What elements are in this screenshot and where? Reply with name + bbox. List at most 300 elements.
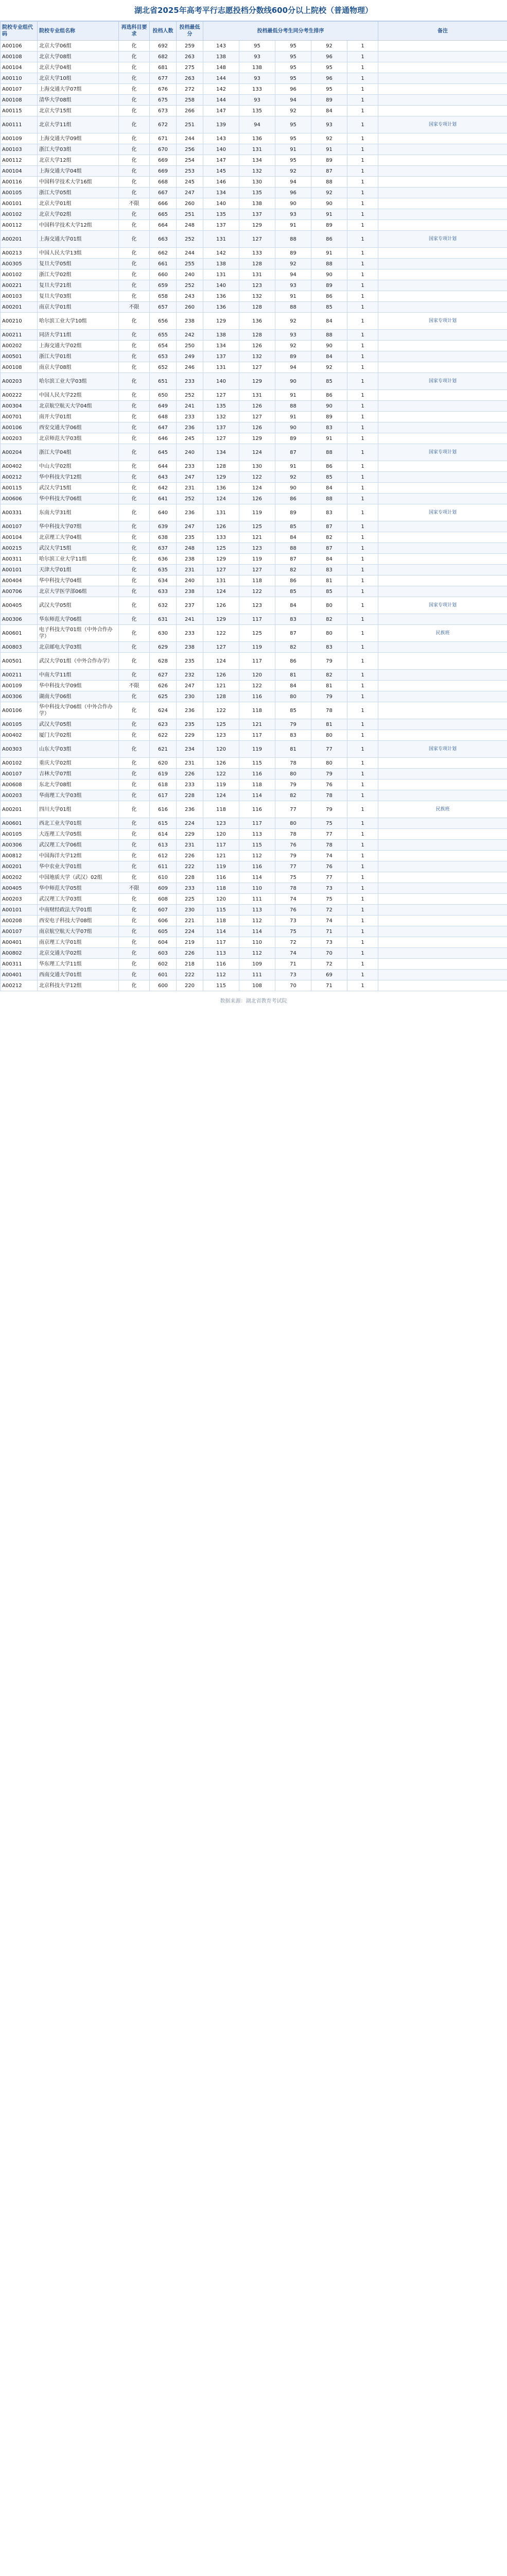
- cell-name: 南京理工大学01组: [38, 937, 119, 948]
- cell-t1: 134: [203, 188, 239, 198]
- table-row: [1, 730, 507, 741]
- table-row: [1, 681, 507, 691]
- cell-note: [378, 52, 507, 62]
- cell-count: 622: [150, 730, 177, 741]
- cell-code: A00106: [1, 41, 38, 52]
- cell-t4: 92: [311, 362, 347, 373]
- cell-note: [378, 483, 507, 494]
- cell-t3: 72: [275, 937, 311, 948]
- cell-count: 647: [150, 422, 177, 433]
- cell-name: 北京航空航天大学04组: [38, 401, 119, 412]
- cell-req: 化: [119, 691, 150, 702]
- cell-code: A00213: [1, 248, 38, 259]
- cell-t1: 126: [203, 758, 239, 769]
- cell-t1: 146: [203, 177, 239, 188]
- cell-score: 233: [177, 779, 203, 790]
- cell-t5: 1: [347, 691, 378, 702]
- cell-score: 231: [177, 758, 203, 769]
- cell-note: [378, 269, 507, 280]
- table-row: [1, 670, 507, 681]
- table-row: [1, 719, 507, 730]
- cell-t1: 144: [203, 73, 239, 84]
- cell-score: 224: [177, 818, 203, 829]
- cell-name: 北京大学12组: [38, 155, 119, 166]
- cell-t5: 1: [347, 248, 378, 259]
- cell-t5: 1: [347, 155, 378, 166]
- cell-t4: 90: [311, 401, 347, 412]
- cell-t3: 90: [275, 373, 311, 390]
- cell-t5: 1: [347, 861, 378, 872]
- cell-t4: 83: [311, 642, 347, 653]
- cell-score: 236: [177, 702, 203, 719]
- cell-req: 化: [119, 41, 150, 52]
- cell-t1: 127: [203, 565, 239, 575]
- cell-t4: 72: [311, 905, 347, 916]
- cell-t1: 147: [203, 155, 239, 166]
- cell-req: 化: [119, 779, 150, 790]
- cell-note: [378, 166, 507, 177]
- cell-t1: 127: [203, 642, 239, 653]
- table-row: [1, 390, 507, 401]
- cell-name: 中国科学技术大学16组: [38, 177, 119, 188]
- cell-t1: 116: [203, 872, 239, 883]
- cell-code: A00203: [1, 433, 38, 444]
- table-row: [1, 52, 507, 62]
- cell-count: 601: [150, 970, 177, 980]
- cell-t1: 126: [203, 597, 239, 614]
- cell-note: [378, 248, 507, 259]
- cell-t4: 83: [311, 504, 347, 521]
- cell-count: 649: [150, 401, 177, 412]
- cell-t1: 123: [203, 730, 239, 741]
- table-row: [1, 280, 507, 291]
- cell-note: [378, 433, 507, 444]
- cell-t3: 84: [275, 597, 311, 614]
- cell-req: 化: [119, 625, 150, 642]
- cell-t2: 123: [239, 543, 275, 554]
- cell-req: 化: [119, 373, 150, 390]
- cell-score: 245: [177, 177, 203, 188]
- cell-t3: 75: [275, 872, 311, 883]
- table-row: [1, 166, 507, 177]
- cell-name: 复旦大学21组: [38, 280, 119, 291]
- cell-t1: 118: [203, 801, 239, 818]
- cell-note: 国家专项计划: [378, 741, 507, 758]
- cell-t1: 136: [203, 302, 239, 313]
- cell-t5: 1: [347, 894, 378, 905]
- cell-t5: 1: [347, 970, 378, 980]
- cell-req: 化: [119, 801, 150, 818]
- cell-req: 化: [119, 730, 150, 741]
- cell-t3: 86: [275, 575, 311, 586]
- cell-t2: 126: [239, 401, 275, 412]
- cell-req: 化: [119, 790, 150, 801]
- cell-code: A00812: [1, 851, 38, 861]
- cell-t2: 132: [239, 351, 275, 362]
- cell-note: [378, 106, 507, 116]
- cell-code: A00201: [1, 861, 38, 872]
- cell-t5: 1: [347, 801, 378, 818]
- table-row: [1, 133, 507, 144]
- cell-req: 化: [119, 719, 150, 730]
- cell-t3: 93: [275, 209, 311, 220]
- cell-t5: 1: [347, 670, 378, 681]
- cell-t1: 121: [203, 681, 239, 691]
- table-row: [1, 401, 507, 412]
- cell-t3: 94: [275, 95, 311, 106]
- cell-req: 化: [119, 248, 150, 259]
- cell-name: 武汉大学05组: [38, 719, 119, 730]
- cell-score: 251: [177, 116, 203, 133]
- cell-t5: 1: [347, 521, 378, 532]
- cell-t1: 118: [203, 916, 239, 926]
- cell-t2: 120: [239, 670, 275, 681]
- table-row: [1, 586, 507, 597]
- cell-t1: 119: [203, 861, 239, 872]
- cell-count: 664: [150, 220, 177, 231]
- cell-t3: 95: [275, 73, 311, 84]
- cell-t1: 131: [203, 231, 239, 248]
- cell-score: 238: [177, 313, 203, 330]
- cell-name: 上海交通大学04组: [38, 166, 119, 177]
- table-row: [1, 575, 507, 586]
- cell-t5: 1: [347, 106, 378, 116]
- cell-count: 660: [150, 269, 177, 280]
- cell-t5: 1: [347, 166, 378, 177]
- cell-t1: 115: [203, 980, 239, 991]
- table-row: [1, 433, 507, 444]
- cell-name: 北京师范大学03组: [38, 433, 119, 444]
- cell-t3: 74: [275, 894, 311, 905]
- cell-t3: 90: [275, 422, 311, 433]
- table-row: [1, 291, 507, 302]
- cell-t5: 1: [347, 444, 378, 461]
- cell-note: [378, 73, 507, 84]
- cell-t5: 1: [347, 373, 378, 390]
- table-row: [1, 269, 507, 280]
- cell-req: 化: [119, 851, 150, 861]
- cell-t2: 127: [239, 362, 275, 373]
- table-row: [1, 916, 507, 926]
- cell-req: 化: [119, 565, 150, 575]
- cell-score: 252: [177, 231, 203, 248]
- cell-count: 651: [150, 373, 177, 390]
- cell-name: 中南财经政法大学01组: [38, 905, 119, 916]
- cell-t1: 143: [203, 133, 239, 144]
- cell-t2: 126: [239, 494, 275, 504]
- cell-count: 600: [150, 980, 177, 991]
- cell-score: 236: [177, 422, 203, 433]
- cell-t5: 1: [347, 422, 378, 433]
- table-row: [1, 779, 507, 790]
- cell-code: A00104: [1, 532, 38, 543]
- table-row: [1, 116, 507, 133]
- cell-t4: 69: [311, 970, 347, 980]
- admission-table: [0, 21, 507, 991]
- cell-score: 226: [177, 948, 203, 959]
- cell-code: A00202: [1, 341, 38, 351]
- cell-count: 658: [150, 291, 177, 302]
- table-row: [1, 313, 507, 330]
- cell-t2: 115: [239, 758, 275, 769]
- cell-score: 228: [177, 872, 203, 883]
- cell-t5: 1: [347, 73, 378, 84]
- cell-note: [378, 959, 507, 970]
- cell-code: A00306: [1, 614, 38, 625]
- cell-t5: 1: [347, 504, 378, 521]
- cell-t4: 81: [311, 681, 347, 691]
- cell-t1: 117: [203, 840, 239, 851]
- cell-score: 263: [177, 52, 203, 62]
- cell-code: A00103: [1, 144, 38, 155]
- cell-note: [378, 330, 507, 341]
- cell-code: A00110: [1, 73, 38, 84]
- table-row: [1, 614, 507, 625]
- cell-t4: 89: [311, 280, 347, 291]
- cell-score: 220: [177, 980, 203, 991]
- cell-t1: 126: [203, 670, 239, 681]
- cell-code: A00101: [1, 565, 38, 575]
- cell-t5: 1: [347, 625, 378, 642]
- cell-code: A00112: [1, 155, 38, 166]
- cell-count: 629: [150, 642, 177, 653]
- cell-t2: 131: [239, 390, 275, 401]
- cell-t4: 77: [311, 872, 347, 883]
- cell-name: 同济大学11组: [38, 330, 119, 341]
- cell-note: [378, 642, 507, 653]
- cell-t5: 1: [347, 269, 378, 280]
- cell-t4: 71: [311, 926, 347, 937]
- cell-t4: 91: [311, 209, 347, 220]
- cell-score: 219: [177, 937, 203, 948]
- cell-t4: 88: [311, 444, 347, 461]
- cell-score: 226: [177, 769, 203, 779]
- cell-t2: 122: [239, 586, 275, 597]
- table-row: [1, 198, 507, 209]
- cell-t4: 87: [311, 521, 347, 532]
- cell-t1: 139: [203, 116, 239, 133]
- cell-t3: 91: [275, 461, 311, 472]
- cell-note: [378, 829, 507, 840]
- cell-code: A00331: [1, 504, 38, 521]
- cell-code: A00311: [1, 959, 38, 970]
- cell-t2: 113: [239, 905, 275, 916]
- cell-name: 北京科技大学12组: [38, 980, 119, 991]
- cell-t1: 144: [203, 95, 239, 106]
- cell-req: 化: [119, 937, 150, 948]
- cell-t4: 88: [311, 494, 347, 504]
- cell-t5: 1: [347, 209, 378, 220]
- cell-score: 242: [177, 330, 203, 341]
- cell-score: 238: [177, 554, 203, 565]
- cell-count: 621: [150, 741, 177, 758]
- cell-name: 复旦大学05组: [38, 259, 119, 269]
- cell-t2: 125: [239, 521, 275, 532]
- cell-t5: 1: [347, 818, 378, 829]
- cell-count: 619: [150, 769, 177, 779]
- cell-name: 南京大学08组: [38, 362, 119, 373]
- table-row: [1, 840, 507, 851]
- cell-t2: 133: [239, 248, 275, 259]
- cell-t3: 92: [275, 166, 311, 177]
- cell-count: 671: [150, 133, 177, 144]
- cell-code: A00304: [1, 401, 38, 412]
- cell-code: A00606: [1, 494, 38, 504]
- cell-t3: 82: [275, 642, 311, 653]
- cell-name: 中南大学11组: [38, 670, 119, 681]
- cell-req: 化: [119, 818, 150, 829]
- cell-count: 627: [150, 670, 177, 681]
- header-req: 再选科目要求: [119, 22, 150, 41]
- cell-note: [378, 521, 507, 532]
- cell-t1: 138: [203, 259, 239, 269]
- cell-t4: 81: [311, 575, 347, 586]
- cell-t3: 92: [275, 313, 311, 330]
- cell-t1: 124: [203, 653, 239, 670]
- cell-name: 北京大学02组: [38, 209, 119, 220]
- table-row: [1, 461, 507, 472]
- cell-req: 化: [119, 959, 150, 970]
- cell-req: 化: [119, 52, 150, 62]
- cell-code: A00108: [1, 95, 38, 106]
- cell-t3: 85: [275, 586, 311, 597]
- cell-score: 241: [177, 614, 203, 625]
- cell-count: 645: [150, 444, 177, 461]
- cell-t3: 91: [275, 220, 311, 231]
- cell-t4: 91: [311, 433, 347, 444]
- cell-req: 化: [119, 702, 150, 719]
- cell-t1: 126: [203, 521, 239, 532]
- table-row: [1, 422, 507, 433]
- cell-score: 233: [177, 625, 203, 642]
- cell-t1: 133: [203, 532, 239, 543]
- cell-name: 哈尔滨工业大学10组: [38, 313, 119, 330]
- cell-t2: 119: [239, 642, 275, 653]
- cell-req: 化: [119, 401, 150, 412]
- cell-t4: 84: [311, 351, 347, 362]
- cell-t5: 1: [347, 198, 378, 209]
- cell-note: [378, 155, 507, 166]
- cell-t5: 1: [347, 133, 378, 144]
- cell-t3: 82: [275, 790, 311, 801]
- cell-t5: 1: [347, 741, 378, 758]
- cell-count: 662: [150, 248, 177, 259]
- cell-t3: 73: [275, 970, 311, 980]
- cell-req: 化: [119, 461, 150, 472]
- cell-note: [378, 670, 507, 681]
- cell-req: 化: [119, 291, 150, 302]
- cell-t1: 122: [203, 702, 239, 719]
- cell-name: 北京大学10组: [38, 73, 119, 84]
- table-row: [1, 790, 507, 801]
- cell-req: 化: [119, 259, 150, 269]
- cell-t1: 136: [203, 483, 239, 494]
- cell-req: 化: [119, 220, 150, 231]
- cell-t3: 92: [275, 341, 311, 351]
- cell-note: [378, 302, 507, 313]
- table-row: [1, 177, 507, 188]
- cell-t3: 88: [275, 231, 311, 248]
- cell-t2: 132: [239, 291, 275, 302]
- cell-t2: 131: [239, 269, 275, 280]
- table-row: [1, 302, 507, 313]
- cell-req: 化: [119, 980, 150, 991]
- cell-count: 642: [150, 483, 177, 494]
- cell-req: 化: [119, 670, 150, 681]
- cell-t1: 128: [203, 691, 239, 702]
- cell-t4: 86: [311, 390, 347, 401]
- cell-t3: 84: [275, 681, 311, 691]
- cell-score: 249: [177, 351, 203, 362]
- cell-code: A00104: [1, 62, 38, 73]
- cell-name: 北京大学医学部06组: [38, 586, 119, 597]
- cell-score: 259: [177, 41, 203, 52]
- cell-name: 大连理工大学05组: [38, 829, 119, 840]
- cell-t5: 1: [347, 872, 378, 883]
- cell-note: [378, 291, 507, 302]
- cell-name: 中国人民大学13组: [38, 248, 119, 259]
- cell-req: 化: [119, 653, 150, 670]
- cell-t2: 109: [239, 959, 275, 970]
- cell-count: 657: [150, 302, 177, 313]
- cell-note: [378, 198, 507, 209]
- cell-t5: 1: [347, 916, 378, 926]
- table-row: [1, 504, 507, 521]
- cell-t3: 94: [275, 269, 311, 280]
- cell-t5: 1: [347, 116, 378, 133]
- cell-note: [378, 280, 507, 291]
- cell-t1: 134: [203, 341, 239, 351]
- cell-note: [378, 614, 507, 625]
- cell-t4: 92: [311, 133, 347, 144]
- cell-req: 化: [119, 412, 150, 422]
- cell-t4: 79: [311, 691, 347, 702]
- cell-t3: 89: [275, 351, 311, 362]
- cell-count: 639: [150, 521, 177, 532]
- cell-t2: 114: [239, 926, 275, 937]
- cell-score: 241: [177, 401, 203, 412]
- cell-count: 618: [150, 779, 177, 790]
- cell-name: 华中科技大学09组: [38, 681, 119, 691]
- cell-count: 681: [150, 62, 177, 73]
- cell-t1: 131: [203, 504, 239, 521]
- cell-t3: 78: [275, 758, 311, 769]
- cell-t2: 115: [239, 840, 275, 851]
- cell-code: A00208: [1, 916, 38, 926]
- cell-t1: 138: [203, 52, 239, 62]
- cell-t5: 1: [347, 188, 378, 198]
- page-title: 湖北省2025年高考平行志愿投档分数线600分以上院校（普通物理）: [0, 0, 507, 21]
- cell-score: 240: [177, 269, 203, 280]
- cell-req: 化: [119, 872, 150, 883]
- cell-note: [378, 177, 507, 188]
- cell-count: 656: [150, 313, 177, 330]
- cell-code: A00401: [1, 937, 38, 948]
- cell-name: 哈尔滨工业大学11组: [38, 554, 119, 565]
- cell-req: 化: [119, 188, 150, 198]
- cell-score: 229: [177, 730, 203, 741]
- cell-note: [378, 769, 507, 779]
- cell-name: 上海交通大学01组: [38, 231, 119, 248]
- cell-t2: 135: [239, 106, 275, 116]
- cell-t3: 75: [275, 926, 311, 937]
- table-row: [1, 851, 507, 861]
- cell-note: [378, 916, 507, 926]
- cell-note: [378, 259, 507, 269]
- cell-count: 652: [150, 362, 177, 373]
- cell-name: 湖南大学06组: [38, 691, 119, 702]
- cell-t4: 92: [311, 41, 347, 52]
